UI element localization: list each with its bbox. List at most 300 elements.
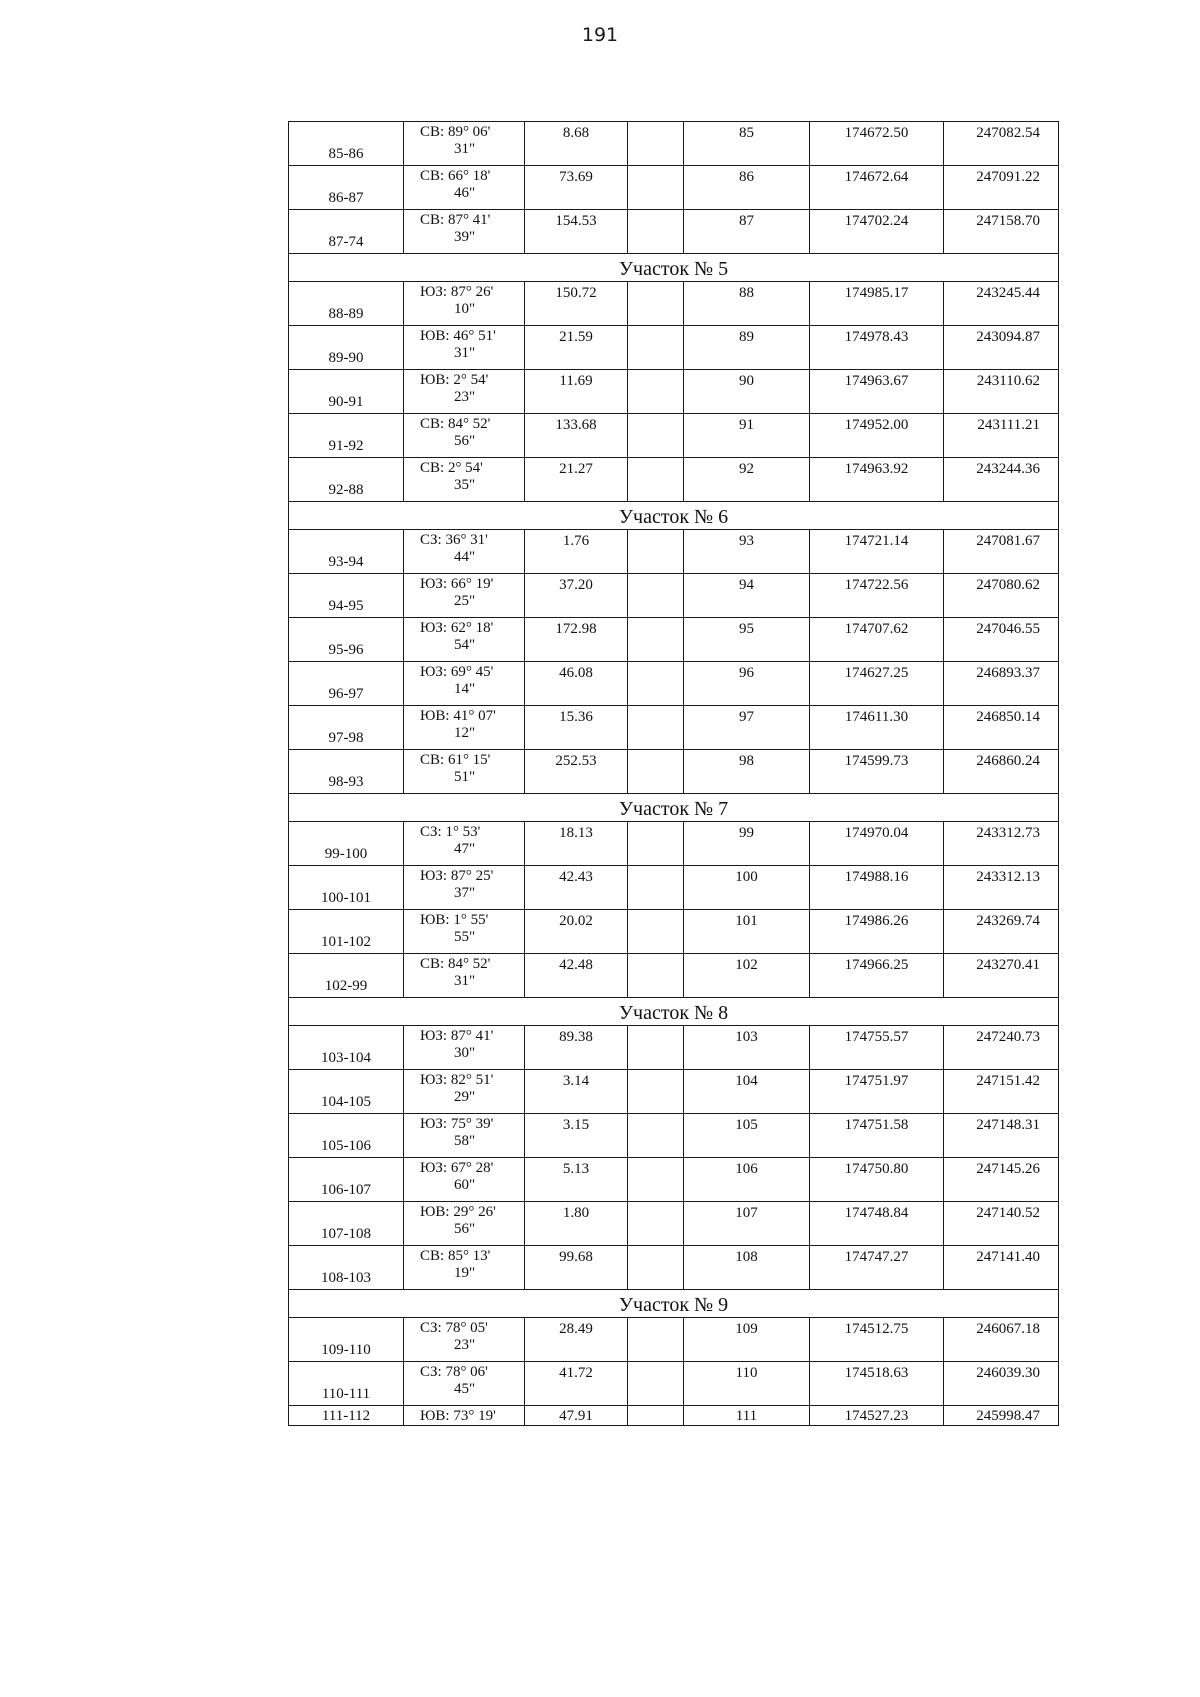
length-cell: 1.80 — [525, 1202, 628, 1246]
bearing-seconds: 29" — [454, 1089, 476, 1105]
length-cell: 133.68 — [525, 414, 628, 458]
bearing-direction: ЮЗ: — [420, 576, 448, 592]
blank-cell — [628, 618, 684, 662]
segment-cell: 102-99 — [289, 954, 404, 998]
length-cell: 28.49 — [525, 1318, 628, 1362]
table-row — [289, 910, 1059, 954]
blank-cell — [628, 530, 684, 574]
bearing-seconds: 19" — [454, 1265, 476, 1281]
point-cell: 102 — [684, 954, 810, 998]
x-coordinate-cell: 174721.14 — [810, 530, 944, 574]
segment-cell: 110-111 — [289, 1362, 404, 1406]
bearing-cell — [404, 1158, 525, 1202]
y-coordinate-cell: 246893.37 — [944, 662, 1059, 706]
bearing-seconds: 47" — [454, 841, 476, 857]
x-coordinate-cell: 174985.17 — [810, 282, 944, 326]
point-cell: 87 — [684, 210, 810, 254]
length-cell: 150.72 — [525, 282, 628, 326]
bearing-line — [420, 1072, 524, 1089]
bearing-seconds: 14" — [454, 681, 476, 697]
bearing-cell — [404, 1070, 525, 1114]
bearing-line — [420, 212, 524, 229]
point-cell: 107 — [684, 1202, 810, 1246]
bearing-cell — [404, 122, 525, 166]
bearing-cell — [404, 750, 525, 794]
segment-cell: 101-102 — [289, 910, 404, 954]
bearing-direction: СВ: — [420, 1248, 445, 1264]
bearing-seconds: 35" — [454, 477, 476, 493]
bearing-cell — [404, 706, 525, 750]
point-cell: 96 — [684, 662, 810, 706]
segment-cell: 87-74 — [289, 210, 404, 254]
bearing-degrees: 87° 41' — [450, 1028, 494, 1044]
length-cell: 11.69 — [525, 370, 628, 414]
bearing-direction: ЮЗ: — [420, 1160, 448, 1176]
blank-cell — [628, 282, 684, 326]
bearing-direction: ЮВ: — [420, 328, 450, 344]
y-coordinate-cell: 243245.44 — [944, 282, 1059, 326]
bearing-line — [420, 868, 524, 885]
point-cell: 109 — [684, 1318, 810, 1362]
x-coordinate-cell: 174966.25 — [810, 954, 944, 998]
bearing-degrees: 1° 55' — [453, 912, 489, 928]
bearing-direction: ЮЗ: — [420, 1072, 448, 1088]
survey-coordinates-table — [288, 121, 1059, 1426]
blank-cell — [628, 210, 684, 254]
bearing-cell — [404, 166, 525, 210]
length-cell: 3.14 — [525, 1070, 628, 1114]
bearing-seconds: 23" — [454, 389, 476, 405]
point-cell: 100 — [684, 866, 810, 910]
point-cell: 86 — [684, 166, 810, 210]
section-title: Участок № 7 — [289, 794, 1059, 822]
bearing-cell — [404, 414, 525, 458]
bearing-seconds: 31" — [454, 141, 476, 157]
bearing-cell — [404, 574, 525, 618]
bearing-seconds: 23" — [454, 1337, 476, 1353]
bearing-degrees: 73° 19' — [453, 1407, 496, 1424]
bearing-cell — [404, 282, 525, 326]
section-header-row — [289, 794, 1059, 822]
y-coordinate-cell: 246860.24 — [944, 750, 1059, 794]
bearing-degrees: 87° 25' — [450, 868, 494, 884]
bearing-degrees: 2° 54' — [453, 372, 489, 388]
bearing-cell — [404, 1246, 525, 1290]
length-cell: 42.43 — [525, 866, 628, 910]
table-row — [289, 706, 1059, 750]
bearing-direction: СЗ: — [420, 1320, 442, 1336]
length-cell: 15.36 — [525, 706, 628, 750]
bearing-seconds: 37" — [454, 885, 476, 901]
y-coordinate-cell: 243244.36 — [944, 458, 1059, 502]
bearing-line — [420, 1028, 524, 1045]
length-cell: 47.91 — [525, 1406, 628, 1426]
bearing-cell — [404, 662, 525, 706]
bearing-seconds: 58" — [454, 1133, 476, 1149]
bearing-direction: СВ: — [420, 124, 445, 140]
segment-cell: 107-108 — [289, 1202, 404, 1246]
bearing-cell — [404, 326, 525, 370]
blank-cell — [628, 706, 684, 750]
x-coordinate-cell: 174722.56 — [810, 574, 944, 618]
blank-cell — [628, 1070, 684, 1114]
length-cell: 21.59 — [525, 326, 628, 370]
bearing-degrees: 62° 18' — [450, 620, 494, 636]
bearing-degrees: 67° 28' — [450, 1160, 494, 1176]
length-cell: 73.69 — [525, 166, 628, 210]
bearing-line — [420, 328, 524, 345]
x-coordinate-cell: 174963.67 — [810, 370, 944, 414]
blank-cell — [628, 1158, 684, 1202]
y-coordinate-cell: 243110.62 — [944, 370, 1059, 414]
table-row — [289, 1114, 1059, 1158]
blank-cell — [628, 1362, 684, 1406]
table-row — [289, 662, 1059, 706]
bearing-line — [420, 1320, 524, 1337]
bearing-cell — [404, 866, 525, 910]
point-cell: 89 — [684, 326, 810, 370]
bearing-direction: СВ: — [420, 752, 445, 768]
segment-cell: 94-95 — [289, 574, 404, 618]
bearing-line — [420, 1116, 524, 1133]
bearing-cell — [404, 1318, 525, 1362]
blank-cell — [628, 866, 684, 910]
table-body — [289, 122, 1059, 1426]
point-cell: 85 — [684, 122, 810, 166]
x-coordinate-cell: 174988.16 — [810, 866, 944, 910]
y-coordinate-cell: 246850.14 — [944, 706, 1059, 750]
x-coordinate-cell: 174978.43 — [810, 326, 944, 370]
blank-cell — [628, 1202, 684, 1246]
blank-cell — [628, 370, 684, 414]
bearing-seconds: 54" — [454, 637, 476, 653]
table-row — [289, 370, 1059, 414]
bearing-line — [420, 752, 524, 769]
point-cell: 105 — [684, 1114, 810, 1158]
bearing-direction: ЮВ: — [420, 912, 450, 928]
table-row — [289, 574, 1059, 618]
blank-cell — [628, 1026, 684, 1070]
y-coordinate-cell: 243312.73 — [944, 822, 1059, 866]
bearing-line — [420, 1248, 524, 1265]
bearing-seconds: 60" — [454, 1177, 476, 1193]
section-header-row — [289, 502, 1059, 530]
length-cell: 21.27 — [525, 458, 628, 502]
bearing-line — [420, 460, 524, 477]
x-coordinate-cell: 174599.73 — [810, 750, 944, 794]
point-cell: 98 — [684, 750, 810, 794]
bearing-seconds: 46" — [454, 185, 476, 201]
bearing-direction: ЮВ: — [420, 708, 450, 724]
section-header-row — [289, 254, 1059, 282]
length-cell: 1.76 — [525, 530, 628, 574]
segment-cell: 108-103 — [289, 1246, 404, 1290]
bearing-cell — [404, 1202, 525, 1246]
bearing-direction: ЮЗ: — [420, 1028, 448, 1044]
y-coordinate-cell: 247141.40 — [944, 1246, 1059, 1290]
bearing-cell — [404, 618, 525, 662]
section-title: Участок № 8 — [289, 998, 1059, 1026]
y-coordinate-cell: 247240.73 — [944, 1026, 1059, 1070]
length-cell: 154.53 — [525, 210, 628, 254]
y-coordinate-cell: 247080.62 — [944, 574, 1059, 618]
bearing-cell — [404, 370, 525, 414]
bearing-line — [420, 912, 524, 929]
bearing-line — [420, 708, 524, 725]
bearing-degrees: 66° 19' — [450, 576, 494, 592]
x-coordinate-cell: 174963.92 — [810, 458, 944, 502]
segment-cell: 99-100 — [289, 822, 404, 866]
bearing-seconds: 56" — [454, 1221, 476, 1237]
page-number: 191 — [581, 24, 619, 46]
length-cell: 20.02 — [525, 910, 628, 954]
bearing-cell — [404, 1114, 525, 1158]
y-coordinate-cell: 243312.13 — [944, 866, 1059, 910]
x-coordinate-cell: 174755.57 — [810, 1026, 944, 1070]
bearing-seconds: 12" — [454, 725, 476, 741]
table-row — [289, 530, 1059, 574]
bearing-direction: СВ: — [420, 416, 445, 432]
bearing-line — [420, 576, 524, 593]
table-row — [289, 210, 1059, 254]
x-coordinate-cell: 174512.75 — [810, 1318, 944, 1362]
table-row — [289, 1362, 1059, 1406]
bearing-degrees: 75° 39' — [450, 1116, 494, 1132]
point-cell: 95 — [684, 618, 810, 662]
bearing-degrees: 29° 26' — [453, 1204, 496, 1220]
table-row — [289, 414, 1059, 458]
blank-cell — [628, 822, 684, 866]
point-cell: 97 — [684, 706, 810, 750]
blank-cell — [628, 1114, 684, 1158]
bearing-direction: СВ: — [420, 168, 445, 184]
point-cell: 88 — [684, 282, 810, 326]
bearing-cell — [404, 210, 525, 254]
point-cell: 90 — [684, 370, 810, 414]
bearing-seconds: 31" — [454, 973, 476, 989]
bearing-line — [420, 1364, 524, 1381]
section-title: Участок № 6 — [289, 502, 1059, 530]
y-coordinate-cell: 243270.41 — [944, 954, 1059, 998]
bearing-seconds: 45" — [454, 1381, 476, 1397]
table-row — [289, 750, 1059, 794]
table-row — [289, 822, 1059, 866]
bearing-degrees: 84° 52' — [447, 956, 491, 972]
table-row — [289, 1070, 1059, 1114]
bearing-line — [420, 664, 524, 681]
segment-cell: 93-94 — [289, 530, 404, 574]
table-row — [289, 122, 1059, 166]
bearing-degrees: 82° 51' — [450, 1072, 494, 1088]
bearing-degrees: 1° 53' — [445, 824, 481, 840]
blank-cell — [628, 1318, 684, 1362]
table-row — [289, 618, 1059, 662]
bearing-cell — [404, 822, 525, 866]
point-cell: 99 — [684, 822, 810, 866]
segment-cell: 86-87 — [289, 166, 404, 210]
x-coordinate-cell: 174611.30 — [810, 706, 944, 750]
bearing-direction: ЮЗ: — [420, 1116, 448, 1132]
segment-cell: 103-104 — [289, 1026, 404, 1070]
y-coordinate-cell: 247158.70 — [944, 210, 1059, 254]
bearing-degrees: 61° 15' — [447, 752, 491, 768]
table-row — [289, 1026, 1059, 1070]
bearing-direction: СВ: — [420, 460, 445, 476]
x-coordinate-cell: 174952.00 — [810, 414, 944, 458]
bearing-cell — [404, 1362, 525, 1406]
y-coordinate-cell: 247081.67 — [944, 530, 1059, 574]
bearing-cell — [404, 954, 525, 998]
point-cell: 94 — [684, 574, 810, 618]
segment-cell: 106-107 — [289, 1158, 404, 1202]
bearing-degrees: 78° 05' — [445, 1320, 488, 1336]
segment-cell: 109-110 — [289, 1318, 404, 1362]
bearing-seconds: 51" — [454, 769, 476, 785]
table-row — [289, 954, 1059, 998]
segment-cell: 89-90 — [289, 326, 404, 370]
point-cell: 110 — [684, 1362, 810, 1406]
length-cell: 172.98 — [525, 618, 628, 662]
length-cell: 8.68 — [525, 122, 628, 166]
blank-cell — [628, 1406, 684, 1426]
bearing-seconds: 31" — [454, 345, 476, 361]
segment-cell: 92-88 — [289, 458, 404, 502]
blank-cell — [628, 954, 684, 998]
length-cell: 46.08 — [525, 662, 628, 706]
point-cell: 93 — [684, 530, 810, 574]
blank-cell — [628, 326, 684, 370]
bearing-seconds: 10" — [454, 301, 476, 317]
point-cell: 104 — [684, 1070, 810, 1114]
bearing-cell — [404, 1026, 525, 1070]
table-row — [289, 1158, 1059, 1202]
length-cell: 99.68 — [525, 1246, 628, 1290]
section-header-row — [289, 998, 1059, 1026]
bearing-direction: ЮВ: — [420, 372, 450, 388]
blank-cell — [628, 1246, 684, 1290]
bearing-seconds: 55" — [454, 929, 476, 945]
blank-cell — [628, 458, 684, 502]
blank-cell — [628, 662, 684, 706]
y-coordinate-cell: 247046.55 — [944, 618, 1059, 662]
y-coordinate-cell: 247140.52 — [944, 1202, 1059, 1246]
segment-cell: 111-112 — [289, 1406, 404, 1426]
bearing-seconds: 56" — [454, 433, 476, 449]
section-header-row — [289, 1290, 1059, 1318]
x-coordinate-cell: 174751.97 — [810, 1070, 944, 1114]
bearing-direction: ЮЗ: — [420, 664, 448, 680]
x-coordinate-cell: 174672.50 — [810, 122, 944, 166]
y-coordinate-cell: 243111.21 — [944, 414, 1059, 458]
length-cell: 41.72 — [525, 1362, 628, 1406]
bearing-line — [420, 1204, 524, 1221]
x-coordinate-cell: 174750.80 — [810, 1158, 944, 1202]
y-coordinate-cell: 246067.18 — [944, 1318, 1059, 1362]
bearing-cell — [404, 910, 525, 954]
y-coordinate-cell: 247145.26 — [944, 1158, 1059, 1202]
segment-cell: 90-91 — [289, 370, 404, 414]
bearing-direction: ЮЗ: — [420, 620, 448, 636]
bearing-direction: ЮВ: — [420, 1204, 450, 1220]
length-cell: 18.13 — [525, 822, 628, 866]
bearing-direction: ЮЗ: — [420, 284, 448, 300]
bearing-degrees: 87° 26' — [450, 284, 494, 300]
table-row — [289, 1202, 1059, 1246]
segment-cell: 95-96 — [289, 618, 404, 662]
y-coordinate-cell: 245998.47 — [944, 1406, 1059, 1426]
x-coordinate-cell: 174707.62 — [810, 618, 944, 662]
blank-cell — [628, 910, 684, 954]
segment-cell: 96-97 — [289, 662, 404, 706]
x-coordinate-cell: 174702.24 — [810, 210, 944, 254]
x-coordinate-cell: 174751.58 — [810, 1114, 944, 1158]
x-coordinate-cell: 174518.63 — [810, 1362, 944, 1406]
table-row — [289, 1246, 1059, 1290]
bearing-direction: СЗ: — [420, 532, 442, 548]
bearing-direction: СВ: — [420, 212, 445, 228]
bearing-line — [420, 124, 524, 141]
bearing-degrees: 36° 31' — [445, 532, 488, 548]
point-cell: 92 — [684, 458, 810, 502]
bearing-line — [420, 532, 524, 549]
x-coordinate-cell: 174970.04 — [810, 822, 944, 866]
bearing-degrees: 46° 51' — [453, 328, 496, 344]
bearing-degrees: 2° 54' — [447, 460, 483, 476]
blank-cell — [628, 750, 684, 794]
bearing-line — [420, 620, 524, 637]
bearing-direction: СЗ: — [420, 824, 442, 840]
point-cell: 91 — [684, 414, 810, 458]
x-coordinate-cell: 174527.23 — [810, 1406, 944, 1426]
bearing-degrees: 41° 07' — [453, 708, 496, 724]
bearing-line — [420, 168, 524, 185]
bearing-cell — [404, 530, 525, 574]
bearing-direction: ЮВ: — [420, 1407, 450, 1424]
x-coordinate-cell: 174747.27 — [810, 1246, 944, 1290]
bearing-line — [420, 824, 524, 841]
table-row — [289, 166, 1059, 210]
segment-cell: 88-89 — [289, 282, 404, 326]
segment-cell: 105-106 — [289, 1114, 404, 1158]
bearing-line — [420, 284, 524, 301]
bearing-direction: СЗ: — [420, 1364, 442, 1380]
section-title: Участок № 9 — [289, 1290, 1059, 1318]
blank-cell — [628, 166, 684, 210]
blank-cell — [628, 122, 684, 166]
table-row — [289, 1406, 1059, 1426]
length-cell: 89.38 — [525, 1026, 628, 1070]
x-coordinate-cell: 174748.84 — [810, 1202, 944, 1246]
segment-cell: 97-98 — [289, 706, 404, 750]
point-cell: 111 — [684, 1406, 810, 1426]
bearing-direction: СВ: — [420, 956, 445, 972]
bearing-seconds: 25" — [454, 593, 476, 609]
bearing-degrees: 85° 13' — [447, 1248, 491, 1264]
bearing-line — [420, 416, 524, 433]
length-cell: 3.15 — [525, 1114, 628, 1158]
y-coordinate-cell: 247091.22 — [944, 166, 1059, 210]
bearing-degrees: 84° 52' — [447, 416, 491, 432]
segment-cell: 104-105 — [289, 1070, 404, 1114]
point-cell: 101 — [684, 910, 810, 954]
point-cell: 103 — [684, 1026, 810, 1070]
bearing-cell — [404, 1406, 525, 1426]
y-coordinate-cell: 243269.74 — [944, 910, 1059, 954]
section-title: Участок № 5 — [289, 254, 1059, 282]
segment-cell: 98-93 — [289, 750, 404, 794]
length-cell: 5.13 — [525, 1158, 628, 1202]
bearing-line — [420, 1160, 524, 1177]
